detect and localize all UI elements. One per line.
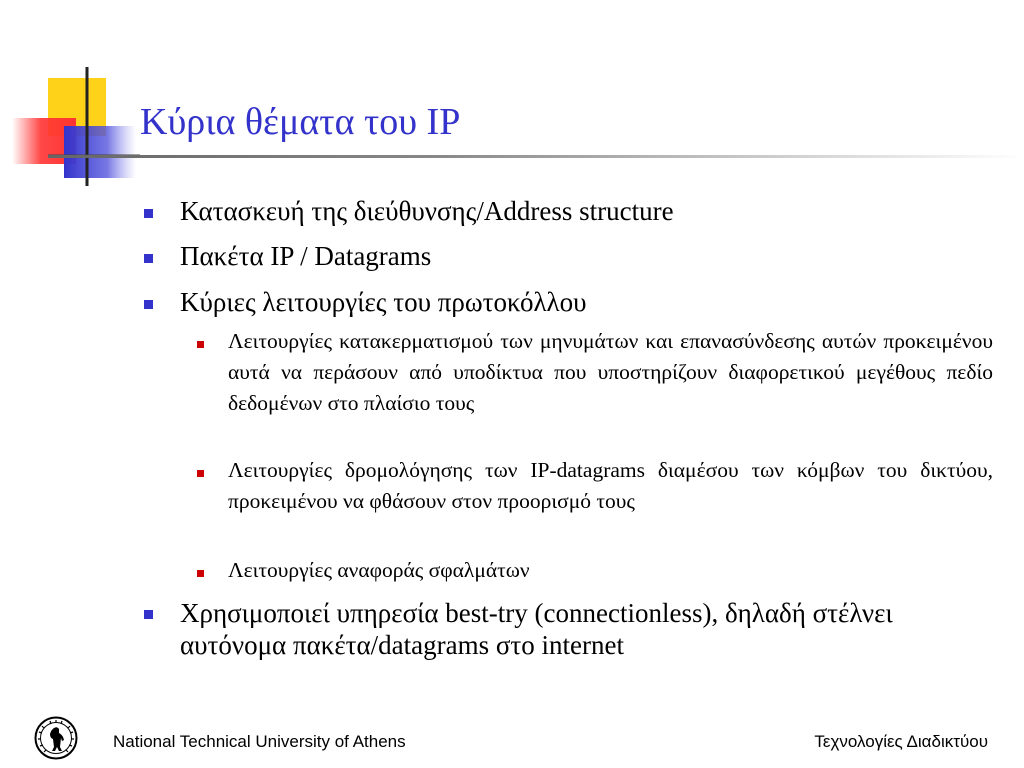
- bullet-item: Κατασκευή της διεύθυνσης/Address structure: [180, 196, 674, 226]
- footer-course-title: Τεχνολογίες Διαδικτύου: [814, 732, 988, 751]
- bullet-marker: [144, 610, 153, 619]
- subbullet-marker: [197, 341, 204, 348]
- subbullet-marker: [197, 470, 204, 477]
- subbullet-item: Λειτουργίες αναφοράς σφαλμάτων: [228, 558, 530, 582]
- bullet-marker: [144, 209, 153, 218]
- bullet-item: Κύριες λειτουργίες του πρωτοκόλλου: [180, 287, 587, 317]
- subbullet-marker: [197, 570, 204, 577]
- footer-institution: National Technical University of Athens: [113, 732, 406, 751]
- title-underline: [48, 155, 1024, 158]
- university-seal-icon: [34, 716, 78, 760]
- subbullet-item: Λειτουργίες δρομολόγησης των IP-datagrams διαμέσου των κόμβων του δικτύου, προκειμένου να φθάσουν στον προορισμό τους: [228, 458, 993, 513]
- subbullet-item: Λειτουργίες κατακερματισμού των μηνυμάτων και επανασύνδεσης αυτών προκειμένου αυτά να περάσουν από υποδίκτυα που υποστηρίζουν διαφορετικού μεγέθους πεδίο δεδομένων στο πλαίσιο τους: [228, 329, 993, 415]
- bullet-item: Χρησιμοποιεί υπηρεσία best-try (connectionless), δηλαδή στέλνει αυτόνομα πακέτα/datagrams στο internet: [180, 598, 893, 660]
- bullet-item: Πακέτα IP / Datagrams: [180, 241, 432, 271]
- bullet-marker: [144, 254, 153, 263]
- slide-title: Κύρια θέματα του IP: [140, 101, 461, 143]
- deco-blue-square: [64, 126, 136, 178]
- corner-decoration: [0, 0, 140, 190]
- bullet-marker: [144, 300, 153, 309]
